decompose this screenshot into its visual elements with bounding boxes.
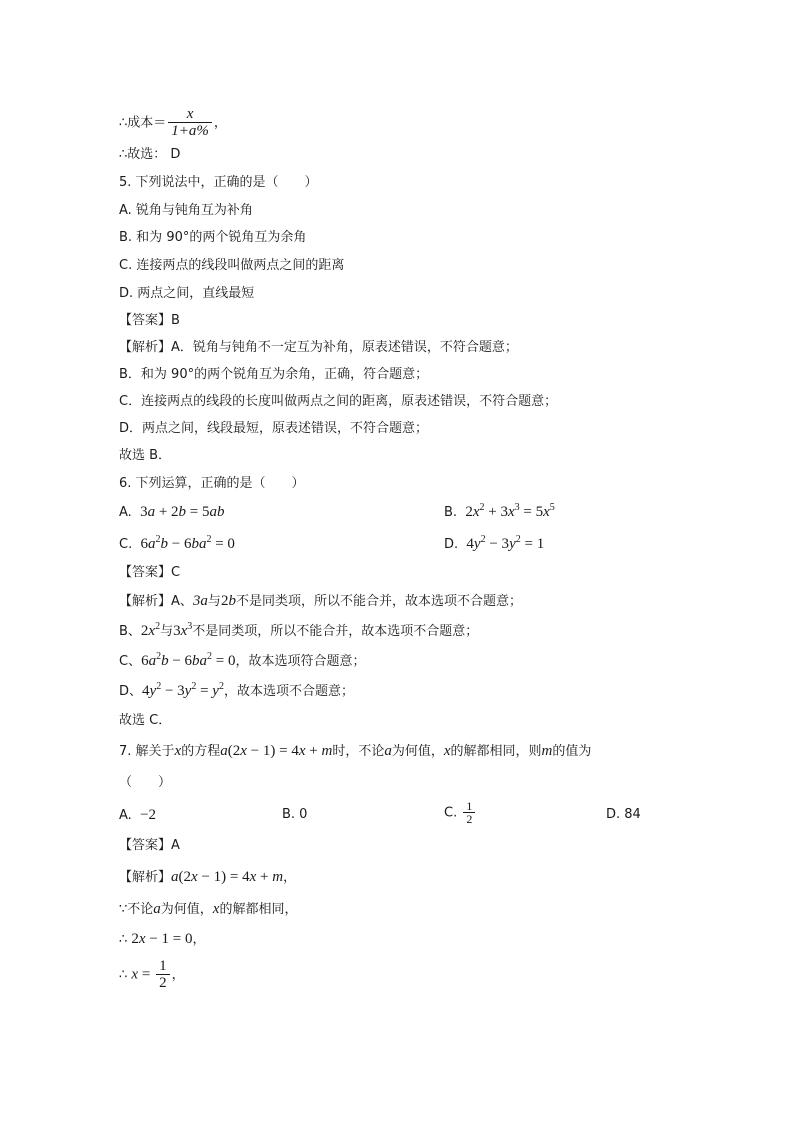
q5-stem: 5. 下列说法中，正确的是（ ） [119, 175, 318, 190]
q6-option-a-formula: 3a + 2b = 5ab [140, 504, 225, 520]
q5-option-a: A. 锐角与钝角互为补角 [119, 203, 253, 218]
q6-stem: 6. 下列运算，正确的是（ ） [119, 476, 305, 491]
q7-option-a: A. −2 [119, 807, 157, 823]
q6-analysis-d: D、$4y^2 - 3y^2 = y^2$，故本选项不合题意； [119, 681, 354, 699]
cost-fraction: $\frac{x}{1+a\%}$ [168, 106, 212, 140]
q5-answer: 【答案】B [119, 313, 180, 328]
q7-step4-fraction: $\frac{1}{2}$ [156, 958, 170, 992]
q5-analysis-3: C．连接两点的线段的长度叫做两点之间的距离，原表述错误，不符合题意； [119, 394, 558, 409]
q7-analysis-3: ∴ 2x − 1 = 0， [119, 931, 206, 947]
q7-analysis-1: 【解析】a(2x − 1) = 4x + m， [119, 869, 297, 885]
q7-stem-paren: （ ） [119, 775, 172, 790]
q6-conclusion: 故选 C． [119, 713, 172, 728]
q6-analysis-a: 【解析】A、3a与2b不是同类项，所以不能合并，故本选项不合题意； [119, 593, 522, 609]
q5-option-b: B. 和为 90°的两个锐角互为余角 [119, 230, 307, 245]
q5-analysis-1: 【解析】A．锐角与钝角不一定互为补角，原表述错误，不符合题意； [119, 340, 518, 355]
q5-analysis-4: D．两点之间，线段最短，原表述错误，不符合题意； [119, 421, 429, 436]
q5-analysis-2: B．和为 90°的两个锐角互为余角，正确，符合题意； [119, 367, 429, 382]
q6-option-a: A. 3a + 2b = 5ab [119, 504, 225, 520]
q6-option-b-formula: $2x^2 + 3x^3 = 5x^5$ [465, 502, 555, 520]
q6-option-d-formula: $4y^2 - 3y^2 = 1$ [466, 534, 545, 552]
cost-line: ∴成本＝ $\frac{x}{1+a\%}$ ， [119, 106, 227, 139]
q6-analysis-c: C、$6a^2b - 6ba^2 = 0$，故本选项符合题意； [119, 651, 366, 669]
q7-analysis-2: ∵不论a为何值，x的解都相同， [119, 901, 298, 917]
q7-option-c: C. $\frac{1}{2}$ [444, 800, 477, 826]
q7-answer: 【答案】A [119, 838, 180, 853]
q7-option-d: D. 84 [606, 807, 641, 822]
q5-option-c: C. 连接两点的线段叫做两点之间的距离 [119, 258, 345, 273]
q6-option-d: D. $4y^2 - 3y^2 = 1$ [444, 534, 545, 552]
q6-option-c: C. $6a^2b - 6ba^2 = 0$ [119, 534, 235, 552]
q6-option-c-formula: $6a^2b - 6ba^2 = 0$ [140, 534, 235, 552]
q6-answer: 【答案】C [119, 565, 181, 580]
q7-stem: 7. 解关于x的方程a(2x − 1) = 4x + m时，不论a为何值，x的解都相同，则m的值为 [119, 743, 592, 759]
q5-conclusion: 故选 B． [119, 448, 172, 463]
q7-option-b: B. 0 [282, 807, 308, 822]
q7-option-c-fraction: $\frac{1}{2}$ [463, 800, 475, 826]
q5-option-d: D. 两点之间，直线最短 [119, 286, 255, 301]
q7-analysis-4: ∴ x = $\frac{1}{2}$ ， [119, 958, 185, 991]
q6-option-b: B. $2x^2 + 3x^3 = 5x^5$ [444, 502, 555, 520]
choose-line: ∴故选： D [119, 147, 181, 162]
q6-analysis-b: B、$2x^2$与$3x^3$不是同类项，所以不能合并，故本选项不合题意； [119, 621, 479, 639]
